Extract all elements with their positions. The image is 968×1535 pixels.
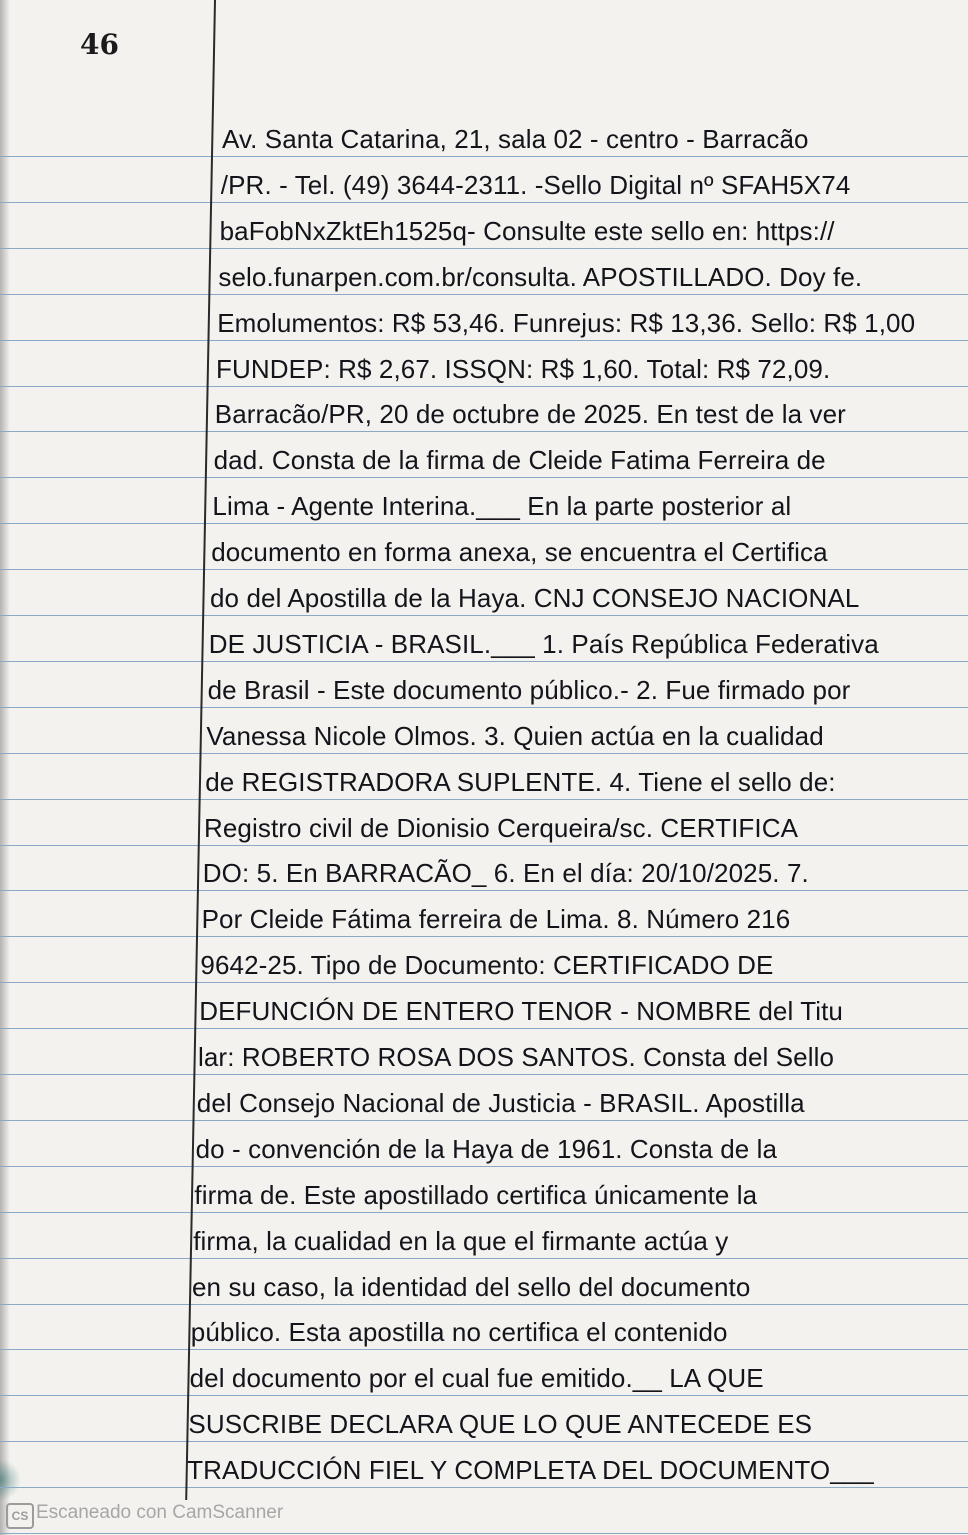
handwritten-line: DE JUSTICIA - BRASIL.___ 1. País República Federativa: [208, 628, 879, 659]
page-number: 46: [80, 28, 119, 61]
handwritten-line: del Consejo Nacional de Justicia - BRASIL. Apostilla: [196, 1087, 805, 1118]
handwritten-line: DEFUNCIÓN DE ENTERO TENOR - NOMBRE del Titu: [199, 996, 843, 1027]
handwritten-line: SUSCRIBE DECLARA QUE LO QUE ANTECEDE ES: [188, 1409, 813, 1440]
handwritten-line: do del Apostilla de la Haya. CNJ CONSEJO NACIONAL: [210, 583, 860, 613]
handwritten-line: documento en forma anexa, se encuentra el Certifica: [211, 537, 828, 568]
camscanner-watermark: Escaneado con CamScanner: [36, 1502, 284, 1523]
handwritten-line: Vanessa Nicole Olmos. 3. Quien actúa en la cualidad: [206, 720, 824, 751]
handwritten-line: del documento por el cual fue emitido.__ LA QUE: [189, 1363, 764, 1394]
handwritten-line: dad. Consta de la firma de Cleide Fatima Ferreira de: [213, 445, 826, 476]
camscanner-logo: CS: [6, 1503, 34, 1529]
handwritten-line: firma de. Este apostillado certifica únicamente la: [194, 1179, 758, 1210]
handwritten-line: en su caso, la identidad del sello del documento: [192, 1271, 751, 1302]
handwritten-line: de REGISTRADORA SUPLENTE. 4. Tiene el sello de:: [205, 766, 836, 797]
handwritten-line: firma, la cualidad en la que el firmante actúa y: [193, 1225, 729, 1256]
handwritten-line: Por Cleide Fátima ferreira de Lima. 8. Número 216: [201, 904, 791, 935]
handwritten-line: Av. Santa Catarina, 21, sala 02 - centro - Barracão: [222, 124, 809, 154]
handwritten-line: lar: ROBERTO ROSA DOS SANTOS. Consta del Sello: [198, 1042, 835, 1072]
handwritten-line: TRADUCCIÓN FIEL Y COMPLETA DEL DOCUMENTO___: [187, 1455, 874, 1486]
ruled-line: [0, 1533, 968, 1534]
handwritten-line: Lima - Agente Interina.___ En la parte posterior al: [212, 491, 792, 522]
handwritten-line: Emolumentos: R$ 53,46. Funrejus: R$ 13,36. Sello: R$ 1,00: [217, 307, 916, 338]
handwritten-line: selo.funarpen.com.br/consulta. APOSTILLADO. Doy fe.: [218, 261, 863, 292]
handwritten-line: do - convención de la Haya de 1961. Consta de la: [195, 1133, 778, 1164]
handwritten-line: DO: 5. En BARRACÃO_ 6. En el día: 20/10/2025. 7.: [202, 858, 809, 889]
handwritten-line: /PR. - Tel. (49) 3644-2311. -Sello Digital nº SFAH5X74: [220, 169, 851, 200]
handwritten-line: Barracão/PR, 20 de octubre de 2025. En test de la ver: [214, 399, 846, 430]
handwritten-line: de Brasil - Este documento público.- 2. Fue firmado por: [207, 674, 851, 705]
handwritten-line: baFobNxZktEh1525q- Consulte este sello en: https://: [219, 215, 835, 246]
handwritten-line: Registro civil de Dionisio Cerqueira/sc. CERTIFICA: [204, 812, 799, 843]
handwritten-line: público. Esta apostilla no certifica el contenido: [190, 1317, 728, 1348]
handwritten-line: 9642-25. Tipo de Documento: CERTIFICADO DE: [200, 950, 774, 981]
handwritten-line: FUNDEP: R$ 2,67. ISSQN: R$ 1,60. Total: R$ 72,09.: [216, 353, 831, 384]
